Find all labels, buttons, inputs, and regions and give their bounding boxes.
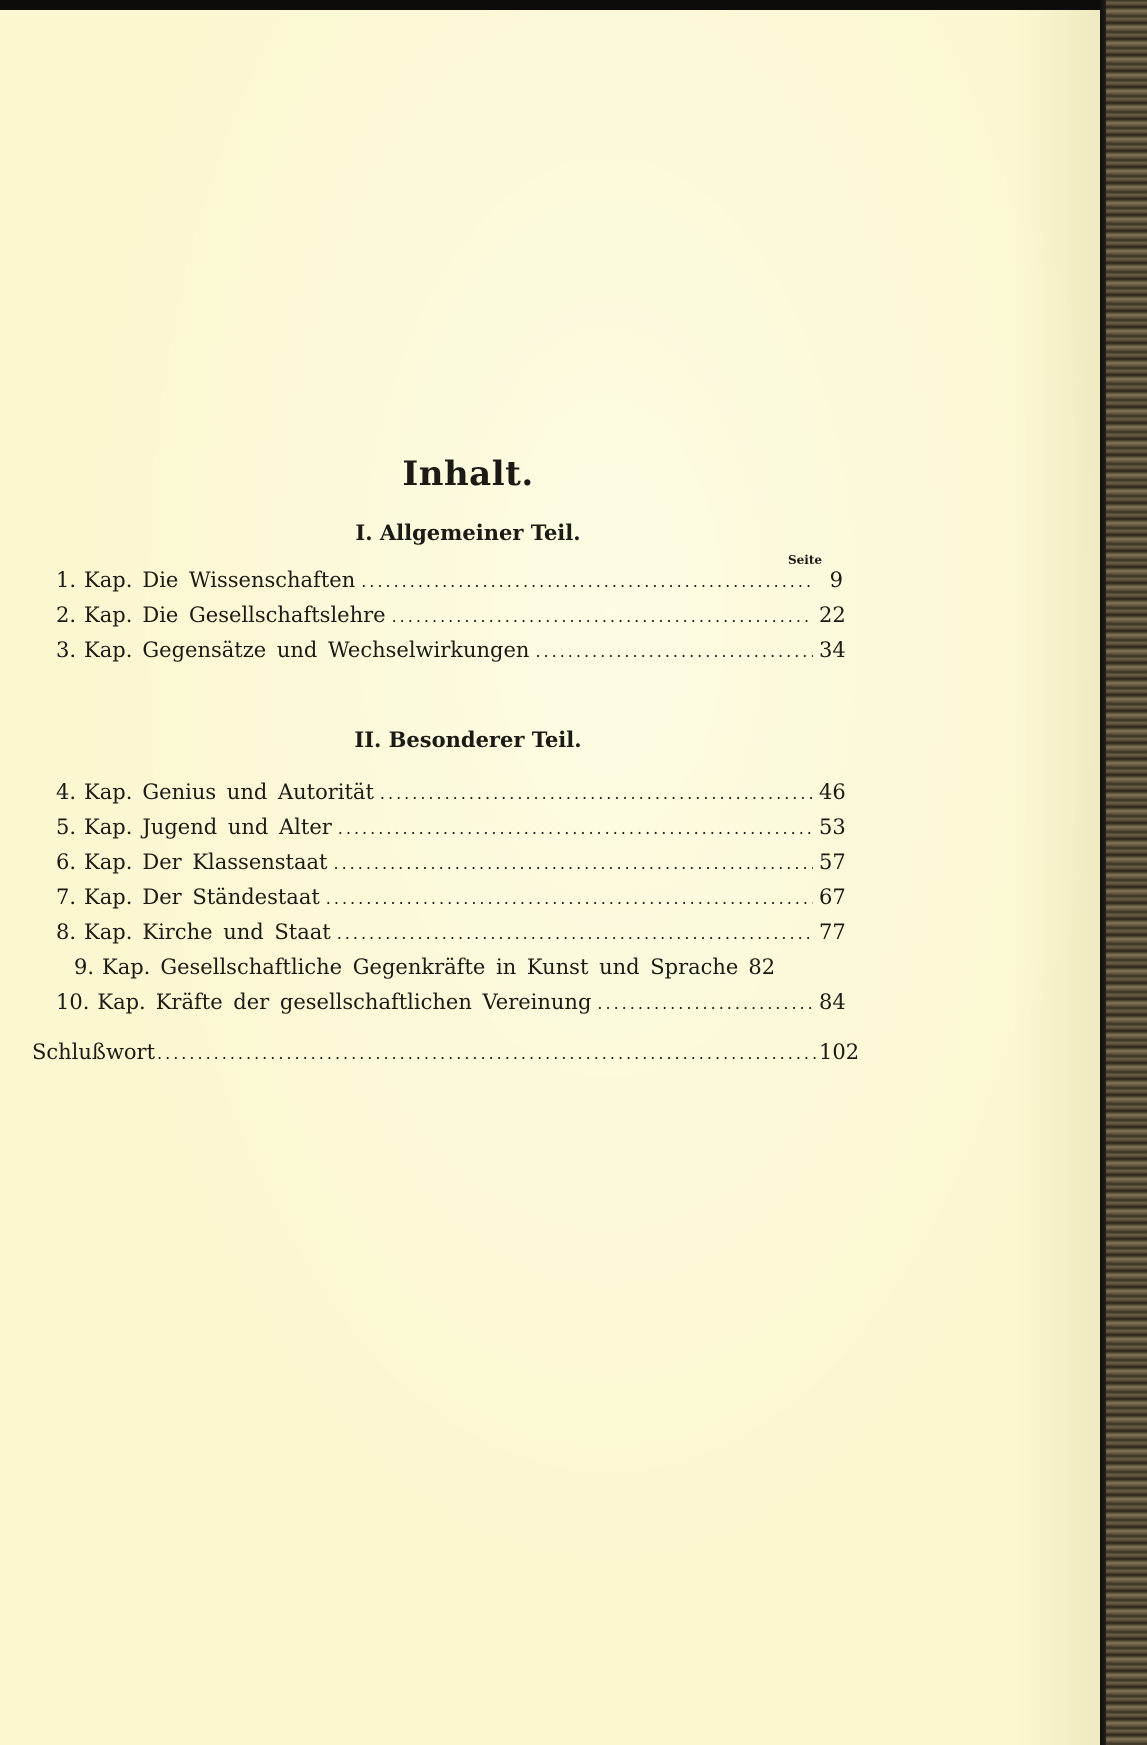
chapter-number: 1.: [56, 568, 77, 592]
chapter-abbrev: Kap.: [97, 990, 146, 1014]
page-number: 53: [819, 815, 846, 839]
chapter-title: Jugend und Alter: [142, 815, 332, 839]
page-number: 57: [819, 850, 846, 874]
chapter-abbrev: Kap.: [84, 850, 133, 874]
chapter-abbrev: Kap.: [84, 920, 133, 944]
chapter-number: 6.: [56, 850, 77, 874]
toc-entry[interactable]: [56, 603, 846, 637]
toc-entry[interactable]: [56, 885, 846, 919]
closing-title: Schlußwort: [32, 1040, 156, 1064]
chapter-number: 2.: [56, 603, 77, 627]
toc-entry[interactable]: [56, 850, 846, 884]
leader-dots: [597, 994, 813, 1013]
toc-entry[interactable]: [56, 920, 846, 954]
chapter-title: Der Ständestaat: [142, 885, 320, 909]
section-heading-general: I. Allgemeiner Teil.: [355, 520, 581, 545]
page-number: 82: [748, 955, 776, 979]
chapter-number: 7.: [56, 885, 77, 909]
toc-entry[interactable]: [56, 638, 846, 672]
leader-dots: [535, 642, 813, 661]
chapter-title: Die Wissenschaften: [142, 568, 356, 592]
chapter-title: Kräfte der gesellschaftlichen Vereinung: [155, 990, 592, 1014]
leader-dots: [326, 889, 813, 908]
toc-entry[interactable]: [56, 568, 843, 602]
page-number: 22: [819, 603, 846, 627]
page-title: Inhalt.: [402, 454, 534, 494]
book-spine: [1106, 0, 1147, 1745]
chapter-number: 8.: [56, 920, 77, 944]
toc-entry[interactable]: [56, 815, 846, 849]
page-number: 46: [819, 780, 846, 804]
chapter-number: 9.: [73, 955, 94, 979]
toc-entry[interactable]: [56, 780, 846, 814]
leader-dots: [392, 607, 813, 626]
leader-dots: [380, 784, 813, 803]
chapter-number: 5.: [56, 815, 77, 839]
leader-dots: [337, 924, 813, 943]
leader-dots: [361, 572, 813, 591]
chapter-title: Kirche und Staat: [142, 920, 331, 944]
page-number: 84: [819, 990, 846, 1014]
page-number: 34: [819, 638, 846, 662]
page-number: 77: [819, 920, 846, 944]
page-number: 67: [819, 885, 846, 909]
chapter-title: Gegensätze und Wechselwirkungen: [142, 638, 530, 662]
chapter-abbrev: Kap.: [84, 638, 133, 662]
chapter-number: 3.: [56, 638, 77, 662]
page-top-edge: [0, 0, 1106, 10]
leader-dots: [157, 1044, 817, 1063]
chapter-abbrev: Kap.: [84, 885, 133, 909]
chapter-title: Die Gesellschaftslehre: [142, 603, 386, 627]
toc-entry[interactable]: [56, 990, 846, 1024]
page-number: 102: [819, 1040, 860, 1064]
chapter-title: Gesellschaftliche Gegenkräfte in Kunst und Sprache: [160, 955, 739, 979]
chapter-abbrev: Kap.: [84, 780, 133, 804]
chapter-title: Genius und Autorität: [142, 780, 374, 804]
chapter-title: Der Klassenstaat: [142, 850, 328, 874]
leader-dots: [338, 819, 813, 838]
toc-entry[interactable]: [56, 955, 843, 989]
toc-entry-closing[interactable]: [32, 1040, 860, 1074]
chapter-number: 10.: [56, 990, 90, 1014]
chapter-number: 4.: [56, 780, 77, 804]
page-number: 9: [829, 568, 843, 592]
section-heading-special: II. Besonderer Teil.: [354, 727, 582, 752]
chapter-abbrev: Kap.: [102, 955, 151, 979]
chapter-abbrev: Kap.: [84, 568, 133, 592]
page-column-label: Seite: [788, 553, 823, 567]
chapter-abbrev: Kap.: [84, 603, 133, 627]
chapter-abbrev: Kap.: [84, 815, 133, 839]
leader-dots: [333, 854, 813, 873]
